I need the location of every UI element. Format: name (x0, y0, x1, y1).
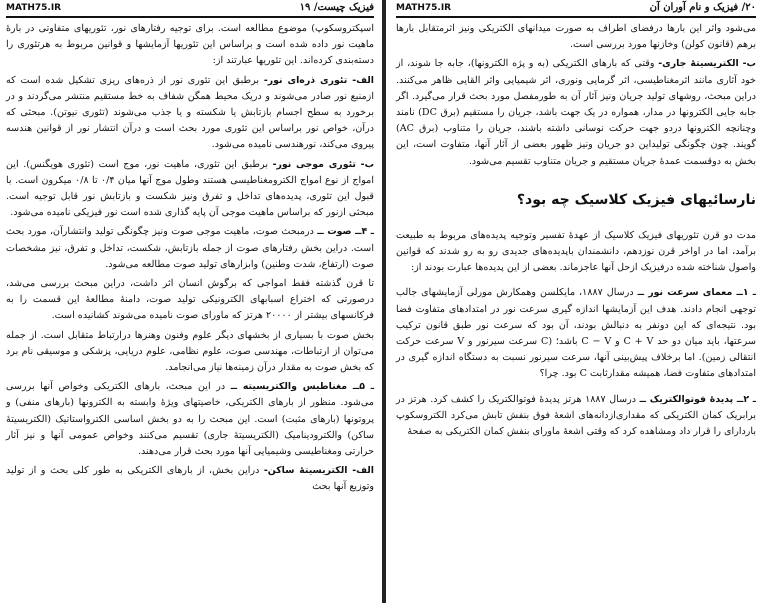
paragraph (396, 285, 756, 382)
paragraph-term: الف- تئوری ذره‌ای نور- (263, 74, 374, 86)
paragraph (396, 21, 756, 53)
paragraph (6, 224, 374, 273)
paragraph-text: اسپکتروسکوپ) موضوع مطالعه است. برای توجیه رفتارهای نور، تئوریهای متفاوتی در بارهٔ ماهیت نور داده شده است و براساس این تئوریها آزمایشها و قوانین مربوط به هرتئوری را دسته‌بندی کرده‌اند. این تئوریها عبارتند از: (6, 23, 374, 67)
paragraph-term: ـ ۲ــ پدیدهٔ فوتوالکتریک ــ (639, 393, 756, 405)
paragraph (396, 228, 756, 277)
right-page-body (396, 21, 756, 440)
left-page-header-site: MATH75.IR (6, 3, 62, 13)
paragraph (6, 21, 374, 70)
paragraph-text: در این مبحث، بارهای الکتریکی وخواص آنها بررسی می‌شود. منظور از بارهای الکتریکی، خاصیتهای ویژهٔ وابسته به الکترونها (بارهای منفی) و پروتونها (بارهای مثبت) است. این مبحث را به دو بخش اساسی الکترواستاتیک (الکتریسیتهٔ ساکن) والکترودینامیک (الکتریسیتهٔ جاری) تقسیم می‌کنند وخواص عمومی آنها و نیز آثار حرارتی ومغناطیسی وشیمیایی آنها مورد بحث قرار می‌دهند. (6, 381, 374, 458)
paragraph-term: الف- الکتریسیتهٔ ساکن- (263, 465, 374, 477)
paragraph-text: برطبق این تئوری، ماهیت نور، موج است (تئوری هویگنس). این امواج از نوع امواج الکترومغناطیسی هستند وطول موج آنها میان ۰/۴ تا ۰/۸ میکرون است. با قبول این تئوری، پدیده‌های تداخل و تفرق ونیز شکست و بازتابش نور قابل توجیه است. مبحثی ازنور که براساس ماهیت موجی آن پایه گذاری شده است نور فیزیکی نامیده می‌شود. (6, 158, 374, 219)
right-page-header-site: MATH75.IR (396, 3, 452, 13)
paragraph (6, 73, 374, 154)
paragraph-term: ب- الکتریسیتهٔ جاری- (658, 58, 756, 70)
paragraph (6, 157, 374, 222)
paragraph-text: مدت دو قرن تئوریهای فیزیک کلاسیک از عهدهٔ تفسیر وتوجیه پدیده‌های مربوط به طبیعت برآمد، اما در اواخر قرن نوزدهم، دانشمندان باپدیده‌های جدیدی رو به رو شدند که قوانین واصول شناخته شده درفیزیک ازحل آنها عاجزماند. بعضی از این پدیده‌ها عبارت بودند از: (396, 229, 756, 274)
paragraph-text: برطبق این تئوری نور از ذره‌های ریزی تشکیل شده است که ازمنبع نور صادر می‌شوند و دریک محیط همگن شفاف به خط مستقیم منتشر می‌گردند و در برخورد به سطح اجسام بازتابش یا شکسته و یا جذب می‌شوند (تئوری نیوتن). مبحثی که درآن، خواص نور براساس این تئوری مورد بحث است و درآن انتشار نور از قوانین هندسه پیروی می‌کند، نورهندسی نامیده می‌شود. (6, 74, 374, 151)
paragraph (6, 379, 374, 460)
paragraph (6, 463, 374, 495)
paragraph-text: درمبحث صوت، ماهیت موجی صوت ونیز چگونگی تولید وانتشارآن، مورد بحث است. دراین بخش رفتارهای صوت از جمله بازتابش، شکست، تداخل و تفرق، نیز مشخصات صوت (ارتفاع، شدت وطنین) وابزارهای تولید صوت مطالعه می‌شود. (6, 226, 374, 270)
right-page (384, 0, 768, 603)
right-page-header-title: ۲۰/ فیزیک و نام آوران آن (649, 2, 756, 13)
paragraph (6, 276, 374, 325)
paragraph-text: درسال ۱۸۸۷ هرتز پدیدهٔ فوتوالکتریک را کشف کرد. هرتز در برابریک کمان الکتریکی که مقداری‌ازدانه‌های اشعهٔ فوق بنفش تابش می‌کرد الکتروسکوپ باردارای را قرار داد ومشاهده کرد که وقتی اشعهٔ ماورای بنفش کمان الکتریکی به صفحهٔ (396, 393, 756, 438)
paragraph-term: ـ ۴ــ صوت ــ (317, 226, 375, 238)
left-page-header-title: فیزیک چیست/ ۱۹ (299, 2, 374, 13)
paragraph-text: تا قرن گذشته فقط امواجی که برگوش انسان اثر داشت، دراین مبحث بررسی می‌شد، درصورتی که اختراع اسبابهای الکترونیکی تولید صوت، دامنهٔ مطالعهٔ این قسمت را به فرکانسهای بیشتر از ۲۰۰۰۰ هرتز که ماورای صوت نامیده می‌شوند کشانیده است. (6, 278, 374, 322)
paragraph-term: ـ ۱ــ معمای سرعت نور ــ (637, 287, 757, 299)
left-running-head (6, 0, 374, 18)
paragraph-text: درسال ۱۸۸۷، مایکلسن وهمکارش مورلی آزمایشهای جالب توجهی انجام دادند. هدف این آزمایشها اندازه گیری سرعت نور در امتدادهای متفاوت فضا بود. نتیجه‌ای که این دونفر به دنبالش بودند، آن بود که سرعت نور طبق قانون ترکیب سرعتها، باید میان دو حد C + V و C − V باشد؛ (C سرعت سیرنور و V سرعت حرکت انتقالی زمین). اما برخلاف پیش‌بینی آنها، سرعت سیرنور نسبت به دستگاه اندازه گیری در امتدادهای متفاوت فضا، همیشه مقدارثابت C بود. چرا؟ (396, 287, 756, 380)
paragraph (396, 56, 756, 169)
paragraph (396, 392, 756, 441)
section-title: نارسائیهای فیزیک کلاسیک چه بود؟ (516, 191, 756, 208)
paragraph (6, 328, 374, 377)
right-running-head (396, 0, 756, 18)
paragraph-text: می‌شود واثر این بارها درفضای اطراف به صورت میدانهای الکتریکی ونیز اثرمتقابل بارها برهم (قانون کولن) وخازنها مورد بررسی است. (396, 23, 756, 51)
paragraph-text: بخش صوت با بسیاری از بخشهای دیگر علوم وفنون وهنرها درارتباط متقابل است. از جمله می‌توان از ارتباطات، مهندسی صوت، علوم نظامی، علوم دریایی، پزشکی و موسیقی نام برد که بخش صوت به مقدار درآن زمینه‌ها نیاز می‌انجامد. (6, 329, 374, 374)
left-page-body (6, 21, 374, 496)
paragraph-term: ـ ۵ــ مغناطیس والکتریسیته ــ (230, 381, 375, 393)
paragraph-text: وقتی که بارهای الکتریکی (به و پژه الکترونها)، جابه جا شوند، از خود آثاری مانند اثرمغناطیسی، اثر گرمایی ونوری، اثر شیمیایی واثر القایی ظاهر می‌کنند. دراین مبحث، روشهای تولید جریان ونیز آثار آن به طورمفصل مورد بحث قرار می‌گیرد. اگر جابه جایی الکترونها در مدار، همواره در یک جهت باشد، جریان را مستقیم (برق DC) نامند وچنانچه الکترونها دردو جهت حرکت نوسانی داشته باشند، جریان را متناوب (برق AC) گویند. چون چگونگی تولیداین دو جریان ونیز ظهور بعضی از آثار آنها، متفاوت است، این بخش به دوقسمت عمدهٔ جریان مستقیم و جریان متناوب تقسیم می‌شود. (396, 58, 756, 167)
paragraph-text: دراین بخش، از بارهای الکتریکی به طور کلی بحث و از تولید وتوزیع آنها بحث (6, 465, 374, 493)
paragraph-term: ب- تئوری موجی نور- (272, 158, 374, 170)
